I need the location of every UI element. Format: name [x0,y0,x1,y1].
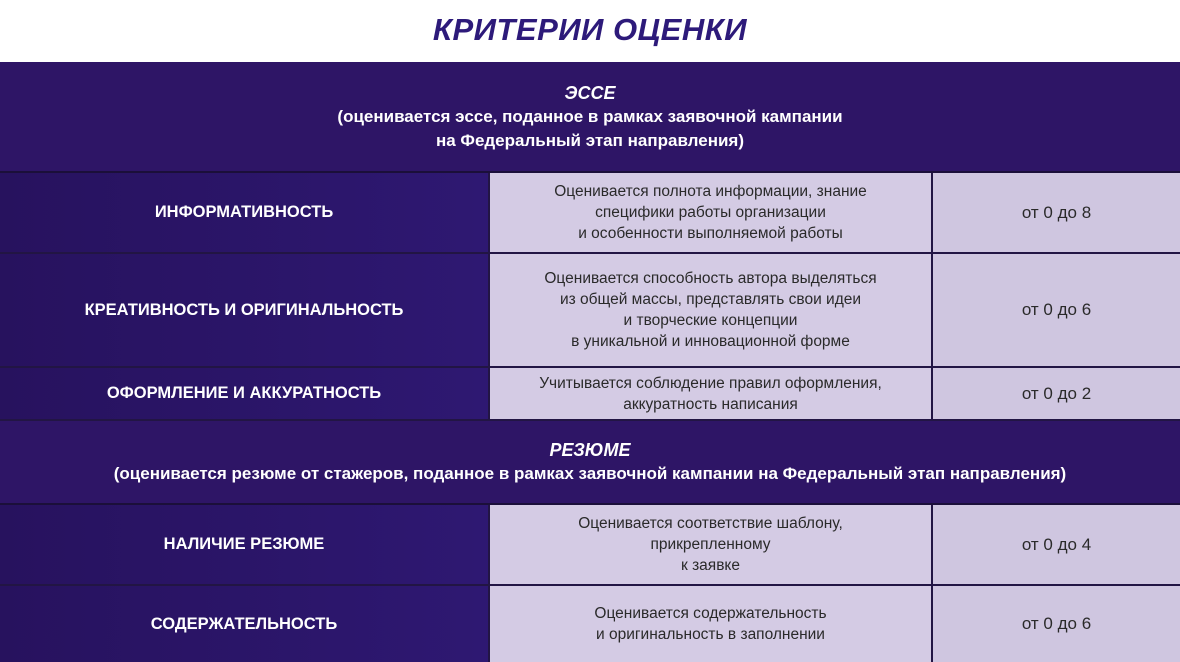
criterion-score: от 0 до 6 [933,254,1180,366]
criterion-score: от 0 до 8 [933,173,1180,252]
criterion-name: НАЛИЧИЕ РЕЗЮМЕ [0,505,490,584]
table-row [0,586,1180,662]
table-row [0,254,1180,368]
criterion-score: от 0 до 6 [933,586,1180,662]
criterion-name: КРЕАТИВНОСТЬ И ОРИГИНАЛЬНОСТЬ [0,254,490,366]
title-bar [0,0,1180,62]
criterion-description: Оценивается содержательность и оригинальность в заполнении [490,586,933,662]
section-header-essay [0,62,1180,173]
criterion-score: от 0 до 4 [933,505,1180,584]
section-title: ЭССЕ [564,83,616,103]
criterion-name: ИНФОРМАТИВНОСТЬ [0,173,490,252]
section-subtitle: (оценивается резюме от стажеров, поданное в рамках заявочной кампании на Федеральный этап направления) [113,464,1067,483]
table-row [0,368,1180,421]
criterion-description: Оценивается полнота информации, знание специфики работы организации и особенности выполняемой работы [490,173,933,252]
table-row [0,173,1180,254]
table-row [0,505,1180,586]
criterion-name: ОФОРМЛЕНИЕ И АККУРАТНОСТЬ [0,368,490,419]
criteria-table [0,62,1180,662]
section-title: РЕЗЮМЕ [549,440,631,460]
section-header-resume [0,421,1180,505]
section-subtitle: (оценивается эссе, поданное в рамках заявочной кампании на Федеральный этап направления) [337,107,843,150]
criterion-name: СОДЕРЖАТЕЛЬНОСТЬ [0,586,490,662]
criterion-score: от 0 до 2 [933,368,1180,419]
criterion-description: Оценивается способность автора выделяться из общей массы, представлять свои идеи и творческие концепции в уникальной и инновационной форме [490,254,933,366]
criterion-description: Оценивается соответствие шаблону, прикрепленному к заявке [490,505,933,584]
criterion-description: Учитывается соблюдение правил оформления, аккуратность написания [490,368,933,419]
page-title: КРИТЕРИИ ОЦЕНКИ [432,11,748,47]
